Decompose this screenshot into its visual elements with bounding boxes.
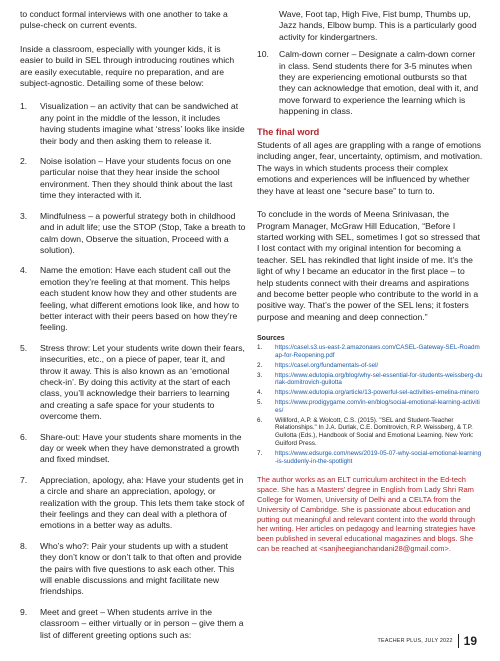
list-item	[20, 101, 246, 147]
publication-name: TEACHER PLUS, JULY 2022	[377, 638, 453, 644]
right-column	[257, 9, 483, 554]
list-item	[257, 49, 483, 117]
list-item	[20, 156, 246, 202]
list-item-continuation: Wave, Foot tap, High Five, Fist bump, Thumbs up, Jazz hands, Elbow bump. This is a particularly good activity for kindergartners.	[279, 9, 477, 42]
source-number: 2.	[257, 361, 263, 369]
source-link[interactable]	[257, 399, 483, 415]
list-item-number: 9.	[20, 606, 28, 617]
source-number: 4.	[257, 389, 263, 397]
source-text[interactable]: https://casel.s3.us-east-2.amazonaws.com/CASEL-Gateway-SEL-Roadmap-for-Reopening.pdf	[275, 344, 480, 359]
routines-intro-paragraph: Inside a classroom, especially with younger kids, it is easier to build in SEL through introducing routines which are easily executable, require no preparation, and are subject-agnostic. Detailing some of these below:	[20, 43, 235, 89]
footer-divider	[458, 634, 459, 648]
list-item-number: 2.	[20, 156, 28, 167]
list-item	[20, 432, 246, 466]
list-item-number: 7.	[20, 474, 28, 485]
list-item-text: Who’s who?: Pair your students up with a student they don’t know or don’t talk to that often and provide the pairs with five questions to ask each other. This will enable discussions and might facilitate new friendships.	[40, 540, 242, 597]
source-link[interactable]	[257, 450, 483, 466]
sources-list	[257, 344, 483, 465]
source-link[interactable]	[257, 389, 483, 397]
sel-routines-list-continued	[257, 49, 483, 117]
source-text[interactable]: https://www.edutopia.org/article/13-powerful-sel-activities-emelina-minero	[275, 389, 480, 397]
source-text: Williford, A.P. & Wolcott, C.S. (2015). "SEL and Student-Teacher Relationships." In J.A. Durlak, C.E. Domitrovich, R.P. Weissberg, & T.P. Gullotta (Eds.), Handbook of Social and Emotional Learning. New York: Guilford Press.	[275, 416, 474, 447]
list-item-text: Name the emotion: Have each student call out the emotion they’re feeling at that moment. This helps each student know how they and other students are feeling, what different emotions look like, and how to better interact with their peers based on how they’re feeling.	[40, 265, 240, 333]
source-link[interactable]	[257, 362, 483, 370]
list-item-number: 5.	[20, 342, 28, 353]
source-text[interactable]: https://www.edutopia.org/blog/why-sel-essential-for-students-weissberg-durlak-domitrovich-gullotta	[275, 371, 483, 387]
source-citation	[257, 417, 483, 448]
final-word-paragraph: Students of all ages are grappling with a range of emotions including anger, fear, uncertainty, optimism, and motivation. The ways in which students process their complex emotions and experiences will be influenced by whether they have at least one “secure base” to turn to.	[257, 140, 483, 196]
list-item-text: Mindfulness – a powerful strategy both in childhood and in adult life; use the STOP (Stop, Take a breath to calm down, Observe the situation, Proceed with a solution).	[40, 210, 246, 255]
section-heading: The final word	[257, 126, 320, 137]
sources-heading: Sources	[257, 335, 285, 343]
list-item	[20, 265, 246, 333]
list-item-number: 6.	[20, 431, 28, 442]
list-item	[20, 607, 246, 641]
list-item-text: Noise isolation – Have your students focus on one particular noise that they hear inside the school environment. Then they should think about the last time they interacted with it.	[40, 156, 233, 201]
source-text[interactable]: https://www.prodigygame.com/in-en/blog/social-emotional-learning-activities/	[275, 398, 480, 414]
list-item-number: 1.	[20, 101, 28, 112]
author-bio: The author works as an ELT curriculum architect in the Ed-tech space. She has a Masters’ degree in English from Lady Shri Ram College for Women, University of Delhi and a CELTA from the University of Cambridge. She is passionate about education and putting out meaningful and relevant content into the world through her writing. Her articles on pedagogy and learning strategies have been published in several educational magazines and blogs. She can be reached at <sanjheegianchandani28@gmail.com>.	[257, 475, 476, 553]
source-text[interactable]: https://casel.org/fundamentals-of-sel/	[275, 361, 379, 369]
intro-paragraph-continued: to conduct formal interviews with one another to take a pulse-check on current events.	[20, 9, 228, 31]
source-link[interactable]	[257, 372, 483, 388]
list-item	[20, 475, 246, 532]
source-number: 3.	[257, 371, 263, 379]
list-item-number: 10.	[257, 49, 269, 60]
list-item-number: 4.	[20, 265, 28, 276]
list-item	[20, 211, 246, 257]
list-item-text: Stress throw: Let your students write down their fears, insecurities, etc., on a piece of paper, tear it, and throw it away. This is also known as an ‘emotional check-in’. By doing this activity at the start of each class, you’ll acknowledge their barriers to learning and creating a safe space for your students to overcome them.	[40, 342, 245, 422]
source-number: 7.	[257, 449, 263, 457]
source-link[interactable]	[257, 344, 483, 360]
list-item	[20, 541, 246, 598]
list-item-number: 8.	[20, 540, 28, 551]
sel-routines-list	[20, 101, 246, 641]
list-item-text: Share-out: Have your students share moments in the day or week when they have demonstrated a growth and fixed mindset.	[40, 431, 242, 465]
list-item-text: Calm-down corner – Designate a calm-down corner in class. Send students there for 3-5 minutes when they are experiencing emotional outbursts so that they can acknowledge that emotion, deal with it, and move forward to experience the learning which is happening in class.	[279, 49, 479, 117]
left-column	[20, 9, 246, 650]
list-item-text: Visualization – an activity that can be sandwiched at any point in the middle of the lesson, it includes having students imagine what ‘stress’ looks like inside their body and then asking them to release it.	[40, 101, 245, 146]
list-item-text: Meet and greet – When students arrive in the classroom – either virtually or in person – give them a list of different greeting options such as:	[40, 606, 244, 640]
source-number: 6.	[257, 416, 263, 424]
list-item-number: 3.	[20, 210, 28, 221]
quote-paragraph: To conclude in the words of Meena Srinivasan, the Program Manager, McGraw Hill Education, “Before I started working with SEL, sometimes I got so stressed that I lost contact with my original intention for becoming a teacher. SEL has rekindled that light inside of me. It’s the light of why I became an educator in the first place – to help students connect with their dreams and aspirations and become better people who contribute to the world in a positive way. That’s the power of the SEL lens; it fosters purpose and meaning and deep connection.”	[257, 209, 481, 322]
source-number: 1.	[257, 344, 263, 352]
page-number: 19	[463, 634, 477, 648]
source-text[interactable]: https://www.edsurge.com/news/2019-05-07-why-social-emotional-learning-is-suddenly-in-the-spotlight	[275, 449, 482, 465]
source-number: 5.	[257, 398, 263, 406]
page-footer	[378, 634, 477, 648]
list-item-text: Appreciation, apology, aha: Have your students get in a circle and share an appreciation, apology, or realization with the group. This lets them take stock of their feelings and they can deal with a plethora of emotions in a better way as adults.	[40, 474, 245, 531]
list-item	[20, 343, 246, 423]
